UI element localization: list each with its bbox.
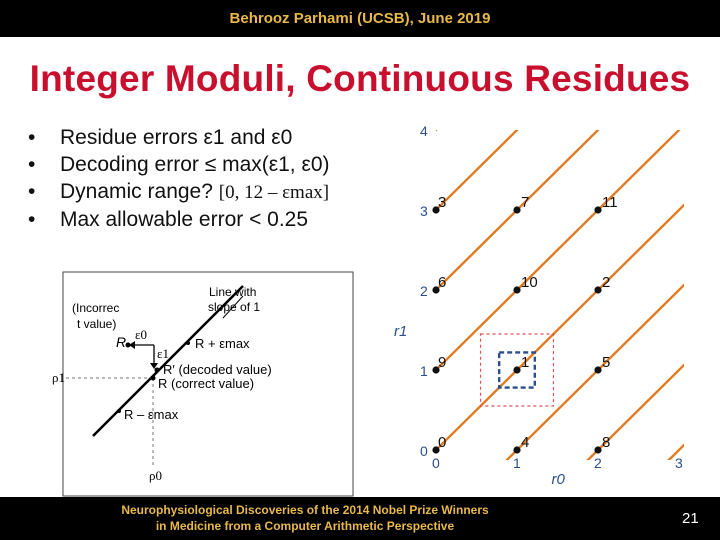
bullet-dot: • xyxy=(28,153,36,176)
page-number: 21 xyxy=(682,510,699,527)
footer-line-2: in Medicine from a Computer Arithmetic Perspective xyxy=(155,519,455,533)
slope-line xyxy=(380,120,710,490)
y-tick-label: 4 xyxy=(420,123,428,139)
bullet-dot: • xyxy=(28,180,36,203)
incorrect-value-point xyxy=(126,343,131,348)
lattice-point xyxy=(513,286,520,293)
bullet-text: Residue errors ε1 and ε0 xyxy=(60,126,293,149)
lattice-point xyxy=(594,206,601,213)
y-tick-label: 3 xyxy=(420,203,428,219)
r-decoded-point xyxy=(155,368,160,373)
lattice-point xyxy=(513,366,520,373)
slope-line xyxy=(380,120,710,490)
r-label: R xyxy=(116,334,127,350)
y-tick-label: 2 xyxy=(420,283,428,299)
footer-text xyxy=(100,502,510,534)
point-label: 11 xyxy=(602,194,618,211)
rho1-label: ρ1 xyxy=(52,370,65,385)
lattice-point xyxy=(513,446,520,453)
eps0-label: ε0 xyxy=(135,327,147,342)
rho0-label: ρ0 xyxy=(149,468,162,483)
point-label: 9 xyxy=(438,354,447,371)
point-label: 8 xyxy=(602,434,611,451)
point-label: 1 xyxy=(521,354,530,371)
eps1-label: ε1 xyxy=(157,346,169,361)
point-label: 0 xyxy=(438,434,447,451)
r-correct-label: R (correct value) xyxy=(158,376,255,391)
point-label: 2 xyxy=(602,274,611,291)
bullet-text: Dynamic range? xyxy=(60,180,219,203)
r-plus-label: R + εmax xyxy=(195,336,250,351)
lattice-point xyxy=(594,446,601,453)
dynamic-range-value: [0, 12 – εmax] xyxy=(218,182,330,203)
lattice-point xyxy=(594,366,601,373)
slope-line xyxy=(380,120,710,450)
lattice-point xyxy=(513,206,520,213)
line-label-2: slope of 1 xyxy=(208,300,261,314)
lattice-point xyxy=(594,286,601,293)
bullet-dot: • xyxy=(28,208,36,231)
slope-line xyxy=(380,120,710,490)
slope-line xyxy=(380,120,710,490)
x-tick-label: 3 xyxy=(675,455,683,471)
y-axis-label: r1 xyxy=(394,323,408,340)
bullet-text: Decoding error ≤ max(ε1, ε0) xyxy=(60,153,330,176)
footer-line-1: Neurophysiological Discoveries of the 2014 Nobel Prize Winners xyxy=(121,503,489,517)
bullet-dot: • xyxy=(28,126,36,149)
point-label: 7 xyxy=(521,194,530,211)
x-tick-label: 1 xyxy=(513,455,521,471)
r-correct-point xyxy=(151,376,156,381)
x-axis-label: r0 xyxy=(551,471,565,488)
y-tick-label: 0 xyxy=(420,443,428,459)
r-minus-point xyxy=(117,409,121,413)
residue-grid-chart xyxy=(380,120,710,490)
x-tick-label: 0 xyxy=(432,455,440,471)
point-label: 6 xyxy=(438,274,447,291)
slope-line xyxy=(380,120,710,490)
y-tick-label: 1 xyxy=(420,363,428,379)
slope-line xyxy=(380,120,710,490)
point-label: 5 xyxy=(602,354,611,371)
incorrect-label-2: t value) xyxy=(77,317,117,331)
x-tick-label: 2 xyxy=(594,455,602,471)
bullet-text: Max allowable error < 0.25 xyxy=(60,208,309,231)
header-text: Behrooz Parhami (UCSB), June 2019 xyxy=(229,10,491,27)
r-decoded-label: R′ (decoded value) xyxy=(163,362,272,377)
slope-line xyxy=(380,120,710,490)
r-minus-label: R – εmax xyxy=(124,407,179,422)
incorrect-label-1: (Incorrec xyxy=(72,301,120,315)
point-label: 3 xyxy=(438,194,447,211)
line-label-1: Line with xyxy=(209,285,257,299)
point-label: 10 xyxy=(521,274,538,291)
slide-title: Integer Moduli, Continuous Residues xyxy=(29,58,691,99)
r-plus-point xyxy=(186,341,190,345)
point-label: 4 xyxy=(521,434,530,451)
slope-line xyxy=(380,120,710,490)
